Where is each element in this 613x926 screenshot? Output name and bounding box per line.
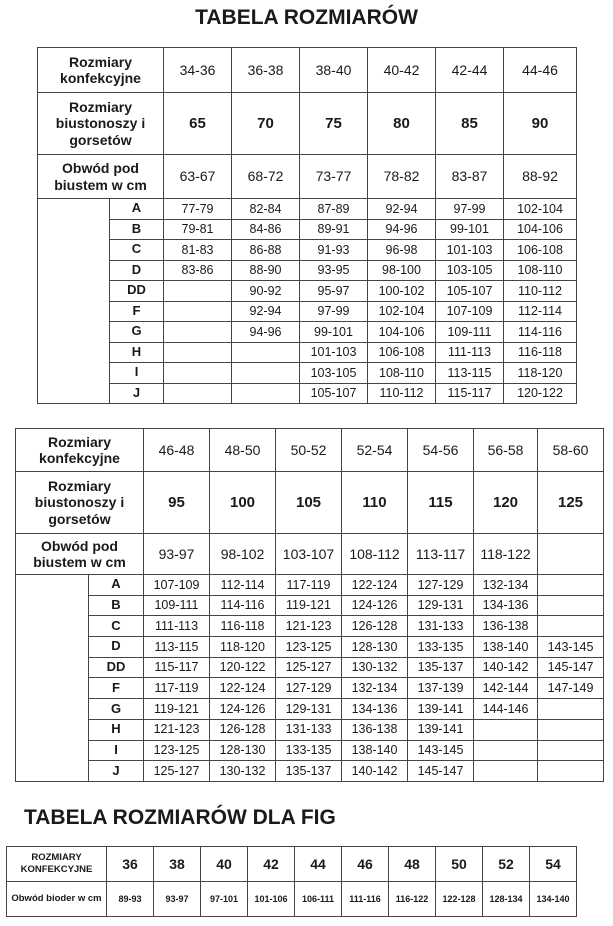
- size-value: 103-105: [300, 363, 368, 384]
- band-cell: 70: [232, 93, 300, 155]
- cup-cell: DD: [89, 657, 144, 678]
- cup-cell: B: [89, 595, 144, 616]
- size-value: [538, 740, 604, 761]
- band-cell: 100: [210, 472, 276, 534]
- size-value: 138-140: [474, 637, 538, 658]
- fig-hip-cell: 101-106: [248, 882, 295, 917]
- size-value: 139-141: [408, 719, 474, 740]
- size-value: 138-140: [342, 740, 408, 761]
- size-value: 128-130: [342, 637, 408, 658]
- label-bands: Rozmiary biustonoszy i gorsetów: [16, 472, 144, 534]
- size-value: 143-145: [408, 740, 474, 761]
- size-value: 136-138: [342, 719, 408, 740]
- band-cell: 90: [504, 93, 577, 155]
- size-cell: 56-58: [474, 429, 538, 472]
- size-value: [538, 575, 604, 596]
- band-cell: 115: [408, 472, 474, 534]
- underbust-cell: 83-87: [436, 155, 504, 199]
- fig-hip-cell: 106-111: [295, 882, 342, 917]
- band-cell: 80: [368, 93, 436, 155]
- size-value: 142-144: [474, 678, 538, 699]
- size-value: 111-113: [436, 342, 504, 363]
- size-cell: 34-36: [164, 48, 232, 93]
- cup-cell: A: [110, 199, 164, 220]
- underbust-cell: 108-112: [342, 534, 408, 575]
- size-value: 96-98: [368, 240, 436, 261]
- size-cell: 50-52: [276, 429, 342, 472]
- size-value: [538, 761, 604, 782]
- size-cell: 44-46: [504, 48, 577, 93]
- size-value: 144-146: [474, 699, 538, 720]
- label-underbust: Obwód pod biustem w cm: [38, 155, 164, 199]
- size-value: 116-118: [210, 616, 276, 637]
- size-value: 132-134: [342, 678, 408, 699]
- size-value: [164, 322, 232, 343]
- cup-cell: D: [89, 637, 144, 658]
- size-value: 129-131: [408, 595, 474, 616]
- size-value: 116-118: [504, 342, 577, 363]
- size-value: 118-120: [210, 637, 276, 658]
- size-value: 92-94: [368, 199, 436, 220]
- cup-cell: F: [89, 678, 144, 699]
- fig-size-cell: 50: [436, 847, 483, 882]
- fig-size-cell: 46: [342, 847, 389, 882]
- size-value: 97-99: [436, 199, 504, 220]
- fig-size-table: [6, 846, 577, 917]
- size-value: 77-79: [164, 199, 232, 220]
- size-value: 79-81: [164, 219, 232, 240]
- size-value: 101-103: [436, 240, 504, 261]
- size-value: 127-129: [408, 575, 474, 596]
- fig-size-cell: 44: [295, 847, 342, 882]
- underbust-cell: 88-92: [504, 155, 577, 199]
- size-value: 125-127: [276, 657, 342, 678]
- size-value: 134-136: [342, 699, 408, 720]
- underbust-cell: 113-117: [408, 534, 474, 575]
- cup-cell: B: [110, 219, 164, 240]
- band-cell: 85: [436, 93, 504, 155]
- size-value: 133-135: [408, 637, 474, 658]
- size-value: 135-137: [408, 657, 474, 678]
- cup-cell: I: [110, 363, 164, 384]
- cup-cell: J: [110, 383, 164, 404]
- size-value: 88-90: [232, 260, 300, 281]
- size-value: 95-97: [300, 281, 368, 302]
- underbust-cell: [538, 534, 604, 575]
- size-value: 131-133: [276, 719, 342, 740]
- size-cell: 46-48: [144, 429, 210, 472]
- fig-hip-cell: 122-128: [436, 882, 483, 917]
- fig-hip-cell: 93-97: [154, 882, 201, 917]
- size-value: 112-114: [210, 575, 276, 596]
- size-value: 90-92: [232, 281, 300, 302]
- size-value: 109-111: [144, 595, 210, 616]
- band-cell: 75: [300, 93, 368, 155]
- label-bands: Rozmiary biustonoszy i gorsetów: [38, 93, 164, 155]
- fig-hip-cell: 116-122: [389, 882, 436, 917]
- size-value: 108-110: [368, 363, 436, 384]
- size-value: 117-119: [144, 678, 210, 699]
- size-value: 113-115: [436, 363, 504, 384]
- fig-size-cell: 42: [248, 847, 295, 882]
- size-value: 115-117: [436, 383, 504, 404]
- size-value: 108-110: [504, 260, 577, 281]
- size-value: 119-121: [144, 699, 210, 720]
- size-value: 130-132: [210, 761, 276, 782]
- cup-cell: C: [110, 240, 164, 261]
- size-cell: 58-60: [538, 429, 604, 472]
- size-value: 98-100: [368, 260, 436, 281]
- cup-cell: H: [89, 719, 144, 740]
- label-sizes: Rozmiary konfekcyjne: [38, 48, 164, 93]
- size-value: 121-123: [276, 616, 342, 637]
- fig-hip-cell: 128-134: [483, 882, 530, 917]
- label-underbust: Obwód pod biustem w cm: [16, 534, 144, 575]
- size-value: 102-104: [368, 301, 436, 322]
- size-cell: 48-50: [210, 429, 276, 472]
- size-value: 102-104: [504, 199, 577, 220]
- size-value: [538, 616, 604, 637]
- fig-hip-cell: 97-101: [201, 882, 248, 917]
- size-value: 123-125: [276, 637, 342, 658]
- size-value: 145-147: [408, 761, 474, 782]
- size-value: 83-86: [164, 260, 232, 281]
- size-value: 125-127: [144, 761, 210, 782]
- cup-cell: A: [89, 575, 144, 596]
- size-value: [164, 363, 232, 384]
- fig-hip-cell: 111-116: [342, 882, 389, 917]
- fig-table-title: TABELA ROZMIARÓW DLA FIG: [24, 806, 336, 829]
- size-value: 124-126: [210, 699, 276, 720]
- size-value: 99-101: [436, 219, 504, 240]
- band-cell: 95: [144, 472, 210, 534]
- size-value: 139-141: [408, 699, 474, 720]
- fig-hip-cell: 89-93: [107, 882, 154, 917]
- band-cell: 105: [276, 472, 342, 534]
- size-value: [232, 363, 300, 384]
- size-value: 140-142: [342, 761, 408, 782]
- page-title: TABELA ROZMIARÓW: [195, 6, 418, 29]
- size-value: [474, 740, 538, 761]
- size-cell: 42-44: [436, 48, 504, 93]
- size-value: 115-117: [144, 657, 210, 678]
- size-cell: 40-42: [368, 48, 436, 93]
- size-table-2: [15, 428, 604, 782]
- size-value: 127-129: [276, 678, 342, 699]
- size-value: 84-86: [232, 219, 300, 240]
- size-value: 135-137: [276, 761, 342, 782]
- size-value: 140-142: [474, 657, 538, 678]
- size-cell: 36-38: [232, 48, 300, 93]
- underbust-cell: 98-102: [210, 534, 276, 575]
- size-value: 147-149: [538, 678, 604, 699]
- underbust-cell: 63-67: [164, 155, 232, 199]
- cup-cell: I: [89, 740, 144, 761]
- cup-cell: H: [110, 342, 164, 363]
- size-value: 121-123: [144, 719, 210, 740]
- size-value: 104-106: [368, 322, 436, 343]
- size-value: 109-111: [436, 322, 504, 343]
- size-value: 107-109: [436, 301, 504, 322]
- size-value: 117-119: [276, 575, 342, 596]
- size-value: 94-96: [232, 322, 300, 343]
- size-value: 111-113: [144, 616, 210, 637]
- cup-cell: DD: [110, 281, 164, 302]
- size-value: [538, 699, 604, 720]
- size-value: 86-88: [232, 240, 300, 261]
- cup-cell: G: [110, 322, 164, 343]
- cup-cell: G: [89, 699, 144, 720]
- size-value: [538, 595, 604, 616]
- size-value: 112-114: [504, 301, 577, 322]
- size-value: 120-122: [210, 657, 276, 678]
- size-value: 105-107: [300, 383, 368, 404]
- size-value: [474, 719, 538, 740]
- size-value: 113-115: [144, 637, 210, 658]
- size-value: 106-108: [368, 342, 436, 363]
- cup-size-label: [16, 575, 89, 782]
- size-value: 89-91: [300, 219, 368, 240]
- underbust-cell: 103-107: [276, 534, 342, 575]
- size-value: [164, 342, 232, 363]
- size-value: 145-147: [538, 657, 604, 678]
- size-value: 94-96: [368, 219, 436, 240]
- size-value: [164, 281, 232, 302]
- underbust-cell: 73-77: [300, 155, 368, 199]
- size-value: 128-130: [210, 740, 276, 761]
- size-value: 82-84: [232, 199, 300, 220]
- size-value: 122-124: [342, 575, 408, 596]
- fig-size-cell: 38: [154, 847, 201, 882]
- size-value: 91-93: [300, 240, 368, 261]
- underbust-cell: 68-72: [232, 155, 300, 199]
- fig-label-sizes: ROZMIARY KONFEKCYJNE: [7, 847, 107, 882]
- band-cell: 65: [164, 93, 232, 155]
- underbust-cell: 118-122: [474, 534, 538, 575]
- size-value: 81-83: [164, 240, 232, 261]
- size-value: 126-128: [342, 616, 408, 637]
- size-value: 130-132: [342, 657, 408, 678]
- size-cell: 38-40: [300, 48, 368, 93]
- size-value: 103-105: [436, 260, 504, 281]
- size-value: 143-145: [538, 637, 604, 658]
- size-value: [232, 342, 300, 363]
- fig-size-cell: 52: [483, 847, 530, 882]
- size-value: 132-134: [474, 575, 538, 596]
- size-value: 104-106: [504, 219, 577, 240]
- fig-size-cell: 54: [530, 847, 577, 882]
- cup-cell: F: [110, 301, 164, 322]
- size-value: 114-116: [504, 322, 577, 343]
- size-value: 126-128: [210, 719, 276, 740]
- size-value: 133-135: [276, 740, 342, 761]
- underbust-cell: 78-82: [368, 155, 436, 199]
- fig-size-cell: 36: [107, 847, 154, 882]
- size-value: 124-126: [342, 595, 408, 616]
- size-value: 120-122: [504, 383, 577, 404]
- size-value: 129-131: [276, 699, 342, 720]
- size-value: 123-125: [144, 740, 210, 761]
- size-value: 106-108: [504, 240, 577, 261]
- size-value: 105-107: [436, 281, 504, 302]
- size-value: 114-116: [210, 595, 276, 616]
- underbust-cell: 93-97: [144, 534, 210, 575]
- size-value: 110-112: [504, 281, 577, 302]
- size-cell: 52-54: [342, 429, 408, 472]
- size-value: 134-136: [474, 595, 538, 616]
- fig-size-cell: 48: [389, 847, 436, 882]
- size-cell: 54-56: [408, 429, 474, 472]
- size-value: [232, 383, 300, 404]
- size-value: 110-112: [368, 383, 436, 404]
- size-value: 137-139: [408, 678, 474, 699]
- size-value: 122-124: [210, 678, 276, 699]
- size-value: 119-121: [276, 595, 342, 616]
- cup-cell: D: [110, 260, 164, 281]
- fig-hip-cell: 134-140: [530, 882, 577, 917]
- size-value: 97-99: [300, 301, 368, 322]
- band-cell: 120: [474, 472, 538, 534]
- size-value: [164, 301, 232, 322]
- label-sizes: Rozmiary konfekcyjne: [16, 429, 144, 472]
- size-value: 136-138: [474, 616, 538, 637]
- size-value: [474, 761, 538, 782]
- size-value: 107-109: [144, 575, 210, 596]
- fig-size-cell: 40: [201, 847, 248, 882]
- size-value: 131-133: [408, 616, 474, 637]
- fig-label-hips: Obwód bioder w cm: [7, 882, 107, 917]
- size-value: 87-89: [300, 199, 368, 220]
- size-value: 92-94: [232, 301, 300, 322]
- band-cell: 125: [538, 472, 604, 534]
- size-table-1: [37, 47, 577, 404]
- size-value: 118-120: [504, 363, 577, 384]
- cup-cell: J: [89, 761, 144, 782]
- size-value: 93-95: [300, 260, 368, 281]
- size-value: 99-101: [300, 322, 368, 343]
- cup-cell: C: [89, 616, 144, 637]
- size-value: [538, 719, 604, 740]
- cup-size-label: [38, 199, 110, 404]
- size-value: 101-103: [300, 342, 368, 363]
- band-cell: 110: [342, 472, 408, 534]
- size-value: 100-102: [368, 281, 436, 302]
- size-value: [164, 383, 232, 404]
